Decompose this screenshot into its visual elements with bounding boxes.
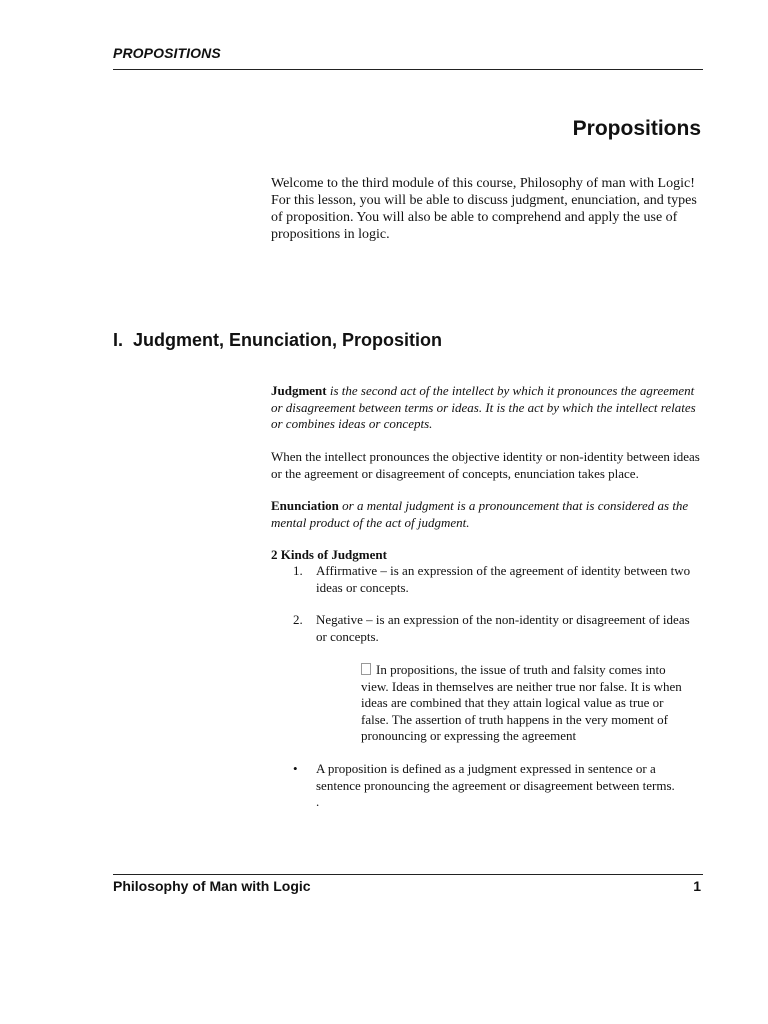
section-heading (113, 330, 442, 351)
list-item-number: 2. (293, 612, 303, 627)
bullet-trailing-mark: . (316, 794, 320, 809)
footer-divider (113, 874, 703, 875)
enunciation-definition-text: or a mental judgment is a pronouncement that is considered as the mental product of the act of judgment. (271, 498, 689, 530)
footer-course-title: Philosophy of Man with Logic (113, 878, 311, 894)
bullet-text: A proposition is defined as a judgment expressed in sentence or a sentence pronouncing the agreement or disagreement between terms. (316, 761, 675, 793)
enunciation-definition (271, 498, 703, 531)
judgment-term: Judgment (271, 383, 327, 398)
page-number: 1 (693, 878, 701, 894)
kinds-heading: 2 Kinds of Judgment (271, 547, 387, 562)
list-item-text: Affirmative – is an expression of the agreement of identity between two ideas or concepts. (316, 563, 691, 595)
bullet-item-text (316, 761, 703, 811)
list-item (293, 612, 703, 645)
header-divider (113, 69, 703, 70)
list-item-text: Negative – is an expression of the non-identity or disagreement of ideas or concepts. (316, 612, 690, 644)
intro-paragraph: Welcome to the third module of this course, Philosophy of man with Logic! For this lesson, you will be able to discuss judgment, enunciation, and types of proposition. You will also be able to comprehend and apply the use of propositions in logic. (271, 176, 697, 242)
bullet-item (293, 761, 703, 811)
section-number: I. (113, 330, 124, 350)
page-title: Propositions (572, 117, 701, 140)
judgment-definition (271, 383, 703, 433)
truth-note (361, 662, 691, 745)
bullet-icon: • (293, 761, 298, 776)
section-heading-text: Judgment, Enunciation, Proposition (133, 330, 443, 350)
list-item-number: 1. (293, 563, 303, 578)
truth-note-text: In propositions, the issue of truth and falsity comes into view. Ideas in themselves are neither true nor false. It is when ideas are combined that they attain logical value as true or false. The assertion of truth happens in the very moment of pronouncing or expressing the agreement (361, 662, 682, 743)
running-header: PROPOSITIONS (113, 45, 221, 61)
enunciation-term: Enunciation (271, 498, 339, 513)
missing-glyph-icon (361, 663, 371, 675)
enunciation-takes-place-paragraph: When the intellect pronounces the objective identity or non-identity between ideas or the agreement or disagreement of concepts, enunciation takes place. (271, 449, 700, 481)
judgment-definition-text: is the second act of the intellect by which it pronounces the agreement or disagreement between terms or ideas. It is the act by which the intellect relates or combines ideas or concepts. (271, 383, 696, 431)
list-item (293, 563, 703, 596)
